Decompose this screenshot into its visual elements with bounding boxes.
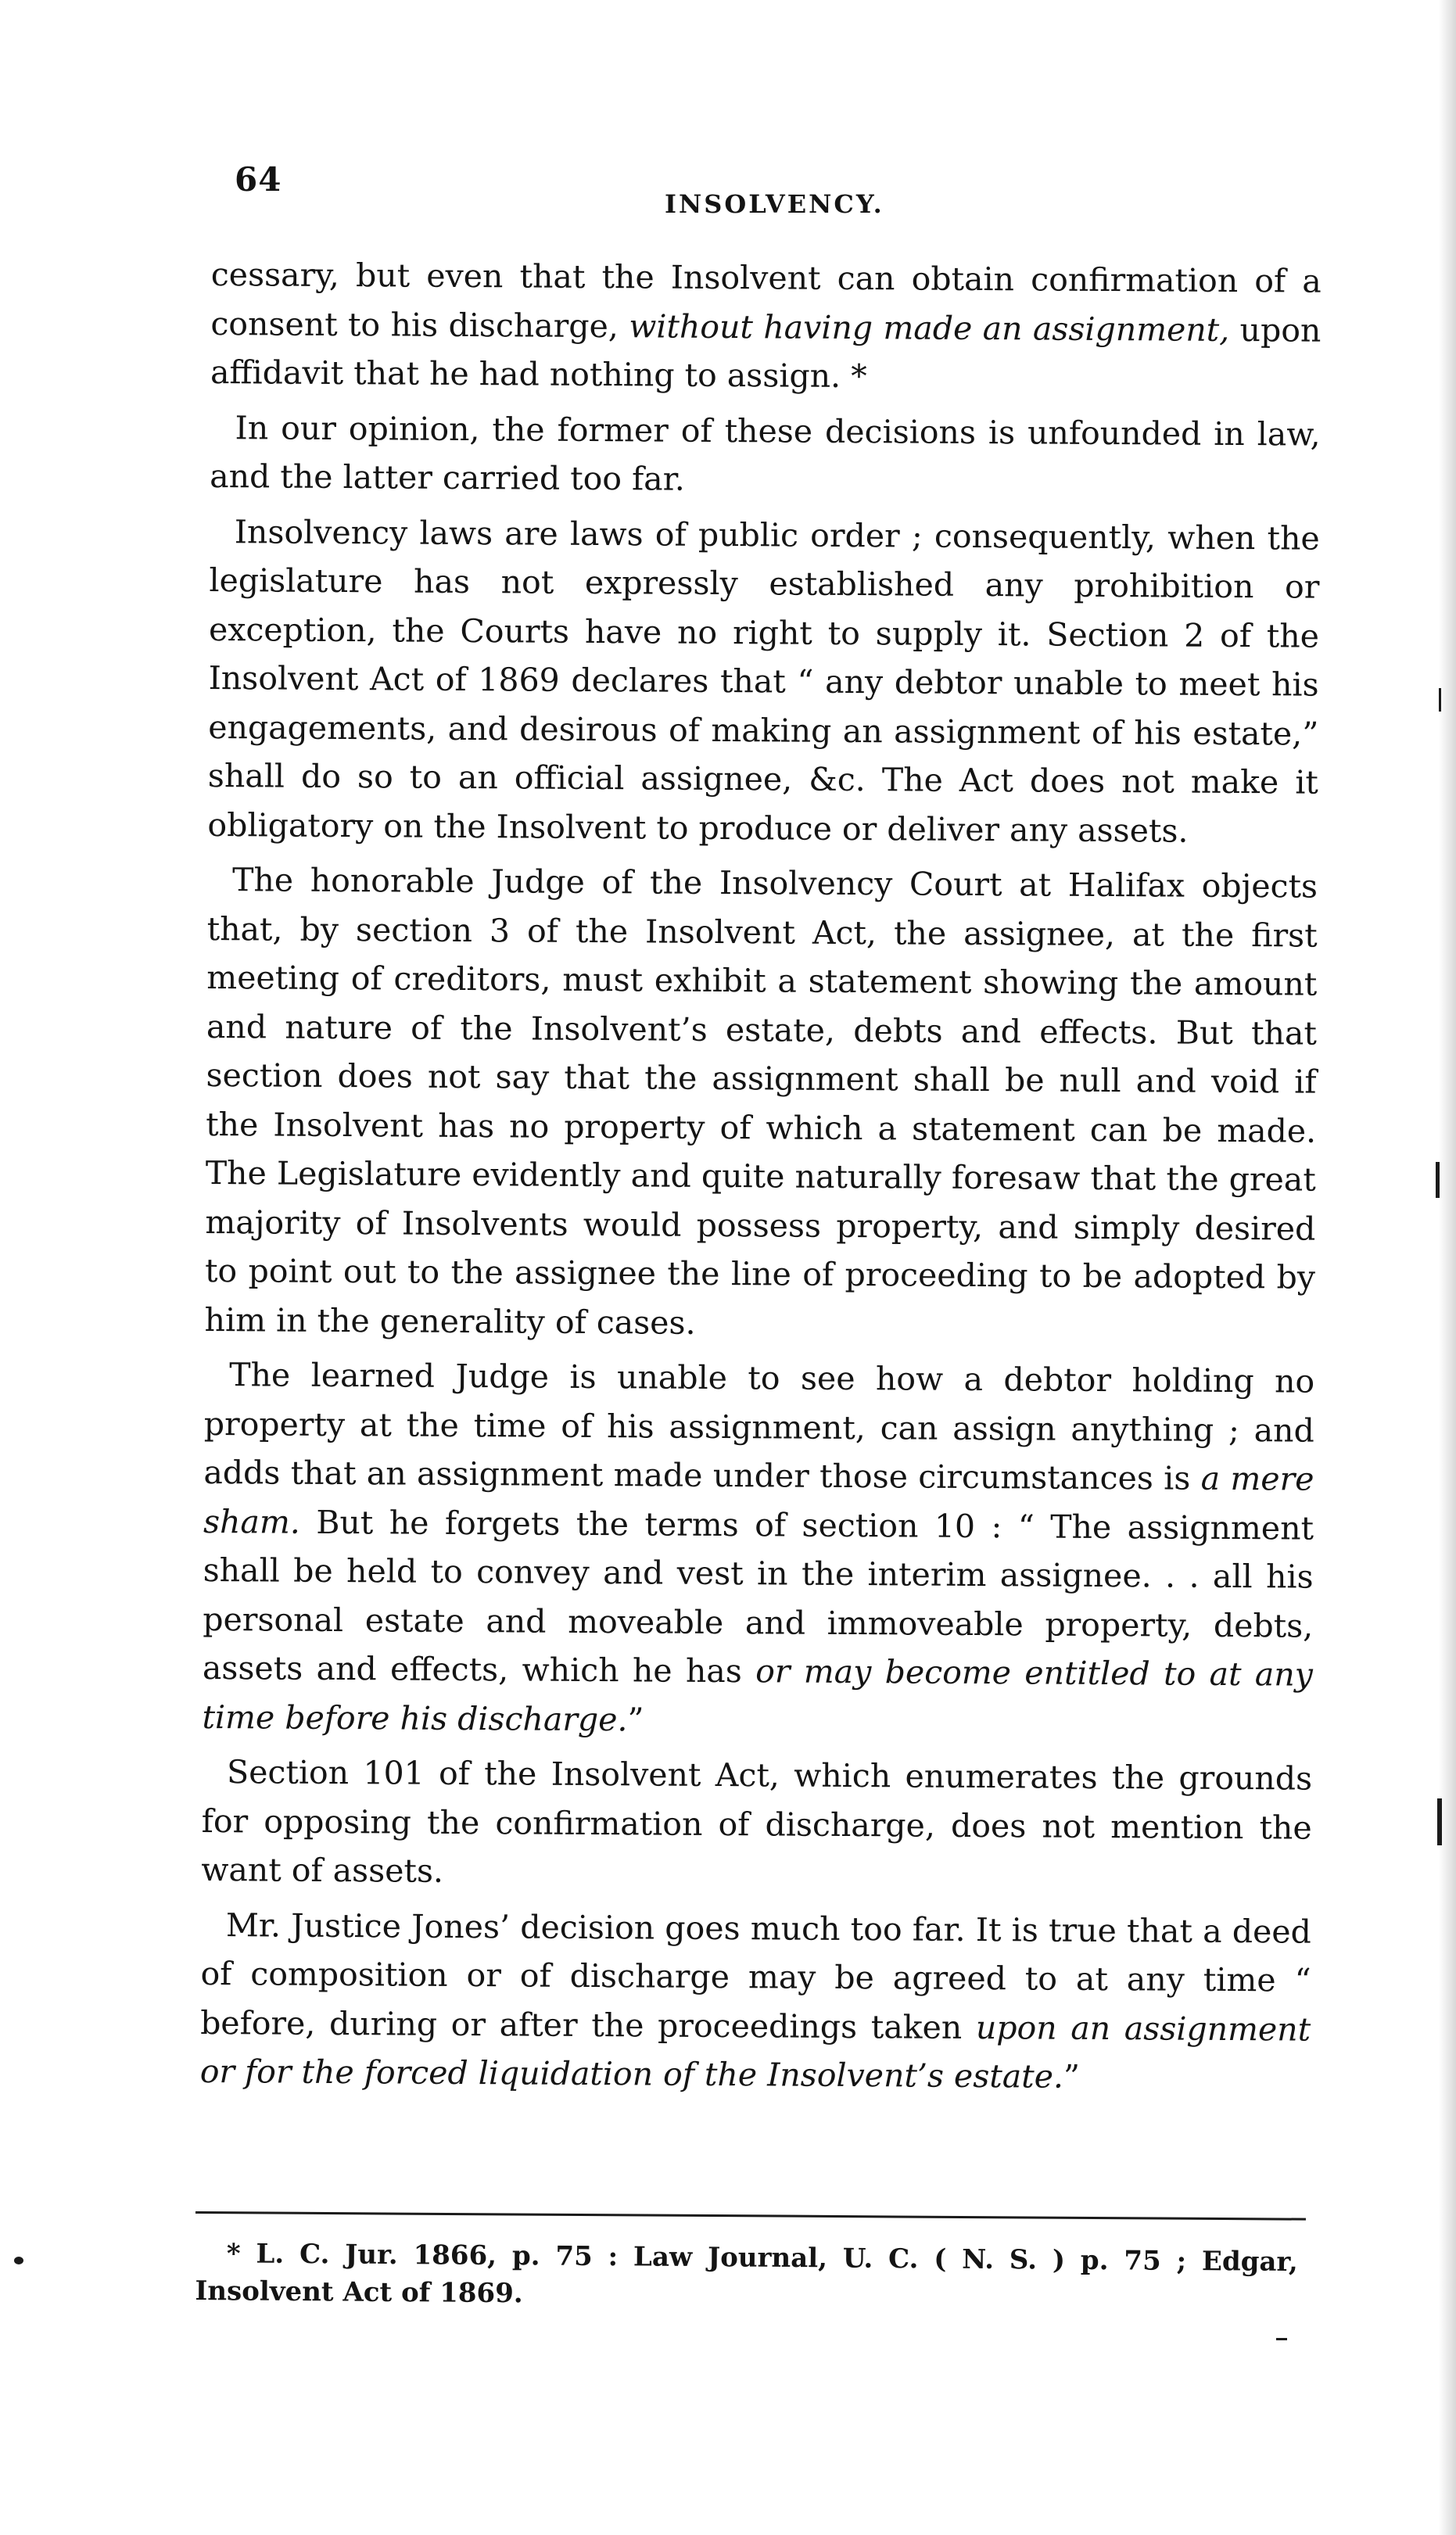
paragraph-5-text-e: ” — [627, 1700, 644, 1738]
paragraph-5-italic-a: a mere sham. — [203, 1459, 1314, 1541]
page-number: 64 — [235, 160, 282, 199]
paragraph-5 — [202, 1350, 1314, 1748]
paragraph-7-text-c: ” — [1063, 2057, 1081, 2096]
footnote — [195, 2235, 1298, 2318]
margin-mark-right-2 — [1437, 1798, 1442, 1845]
paragraph-7-italic: upon an assignment or for the forced liquidation of the Insolvent’s estate. — [199, 2008, 1311, 2096]
page-edge-shadow — [1439, 0, 1456, 2535]
footnote-rule — [195, 2211, 1306, 2221]
footnote-text: * L. C. Jur. 1866, p. 75 : Law Journal, U. C. ( N. S. ) p. 75 ; Edgar, Insolvent Act of 1869. — [195, 2238, 1298, 2310]
paragraph-4: The honorable Judge of the Insolvency Court at Halifax objects that, by section 3 of the Insolvent Act, the assignee, at the first meeting of creditors, must exhibit a statement showing the amount and nature of the Insolvent’s estate, debts and effects. But that section does not say that the assignment shall be null and void if the Insolvent has no property of which a statement can be made. The Legislature evidently and quite naturally foresaw that the great majority of Insolvents would possess property, and simply desired to point out to the assignee the line of proceeding to be adopted by him in the generality of cases. — [204, 861, 1318, 1342]
paragraph-5-text-a: The learned Judge is unable to see how a debtor holding no property at the time of his assignment, can assign anything ; and adds that an assignment made under those circumstances is — [203, 1356, 1315, 1497]
paragraph-1-italic: without having made an assignment, — [629, 307, 1230, 349]
paragraph-1-text-c: upon affidavit that he had nothing to assign. * — [210, 310, 1322, 396]
running-title: INSOLVENCY. — [665, 189, 884, 219]
paragraph-7-text-a: Mr. Justice Jones’ decision goes much too far. It is true that a deed of composition or of discharge may be agreed to at any time “ before, during or after the proceedings taken — [200, 1906, 1312, 2046]
paragraph-1-text-a: cessary, but even that the Insolvent can obtain confirmation of a consent to his discharge, — [210, 255, 1322, 345]
body-text — [200, 250, 1322, 2109]
margin-mark-right-1 — [1436, 1162, 1440, 1198]
paragraph-2: In our opinion, the former of these decisions is unfounded in law, and the latter carried too far. — [210, 408, 1321, 498]
margin-mark-right-3 — [1439, 688, 1441, 712]
paragraph-7 — [200, 1900, 1312, 2103]
margin-mark-right-4 — [1276, 2338, 1287, 2340]
paragraph-5-italic-b: or may become entitled to at any time before his discharge. — [202, 1652, 1314, 1738]
paragraph-3: Insolvency laws are laws of public order ; consequently, when the legislature has not expressly established any prohibition or exception, the Courts have no right to supply it. Section 2 of the Insolvent Act of 1869 declares that “ any debtor unable to meet his engagements, and desirous of making an assignment of his estate,” shall do so to an official assignee, &c. The Act does not make it obligatory on the Insolvent to produce or deliver any assets. — [207, 512, 1320, 850]
paragraph-5-text-c: But he forgets the terms of section 10 : “ The assignment shall be held to convey and vest in the interim assignee. . . all his personal estate and moveable and immoveable property, debts, assets and effects, which he has — [202, 1503, 1314, 1691]
margin-speck-left — [14, 2257, 23, 2264]
paragraph-1 — [210, 250, 1322, 403]
paragraph-6: Section 101 of the Insolvent Act, which enumerates the grounds for opposing the confirmation of discharge, does not mention the want of assets. — [201, 1753, 1313, 1890]
